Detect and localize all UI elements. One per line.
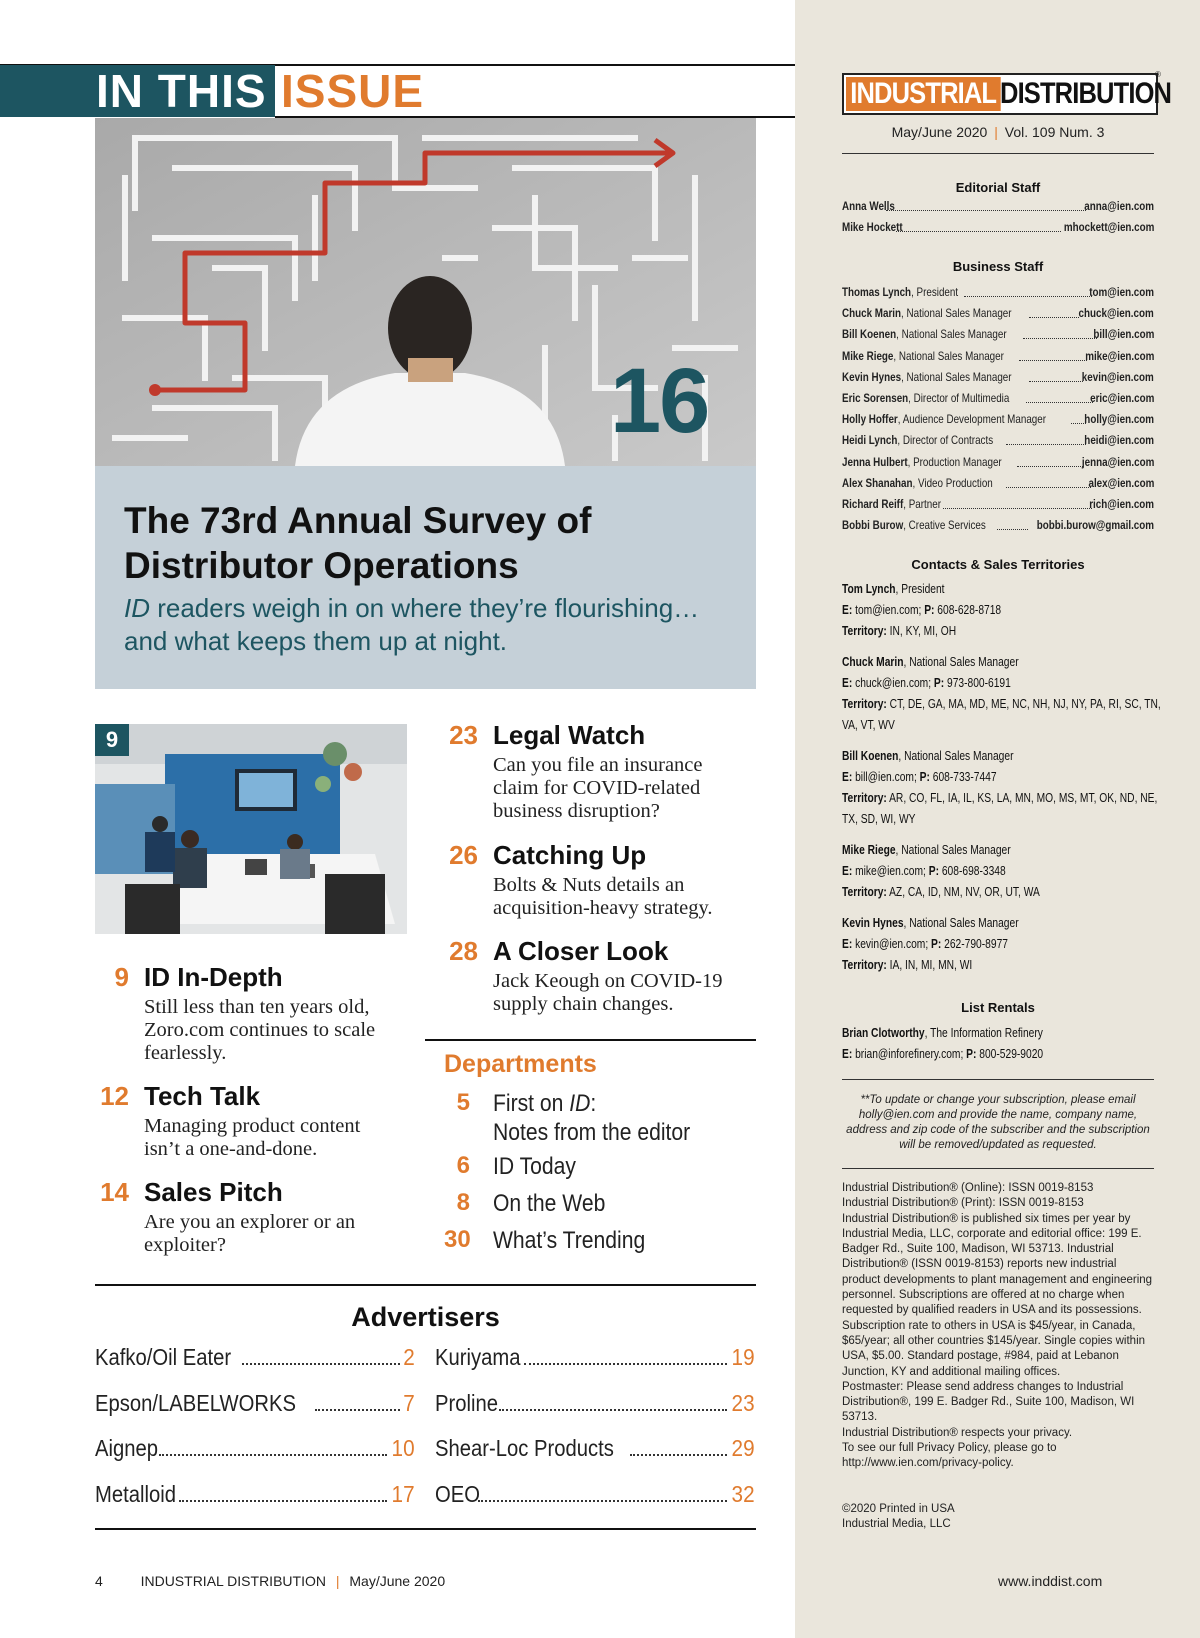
advertiser-page: 17 [391,1481,415,1507]
story-page-number: 14 [100,1177,129,1207]
staff-role: , Production Manager [907,454,1002,469]
contact-info-line: E: chuck@ien.com; P: 973-800-6191 [842,676,1011,690]
staff-email[interactable]: eric@ien.com [1089,391,1154,405]
contact-name-line [842,916,1098,931]
phone-label: P: [919,770,930,784]
contact-phone: 262-790-8977 [944,937,1008,951]
leader-dots [242,1363,401,1365]
footer-separator: | [335,1573,340,1589]
department-whats-trending[interactable] [444,1226,744,1256]
contact-name: Kevin Hynes [842,916,904,930]
advertiser-entry[interactable] [435,1387,755,1417]
leader-dots [1023,338,1097,339]
staff-role: , National Sales Manager [901,306,1012,321]
staff-role: , President [911,285,959,299]
logo-industrial: INDUSTRIAL [846,77,1000,111]
department-label: ID Today [493,1153,576,1180]
staff-row [842,476,1154,491]
story-title: Tech Talk [144,1081,261,1111]
contact-role: , National Sales Manager [903,655,1019,669]
contact-info-line: E: kevin@ien.com; P: 262-790-8977 [842,937,1008,951]
contact-territory-line-2: VA, VT, WV [842,718,895,732]
email-label: E: [842,937,853,951]
leader-dots [1019,360,1086,361]
contact-email[interactable]: tom@ien.com [855,603,919,617]
section-title-issue: ISSUE [281,65,425,117]
story-id-in-depth[interactable] [95,962,405,1062]
sidebar-rule [842,153,1154,154]
departments-title: Departments [444,1050,597,1078]
contact-role: , President [895,582,945,596]
page-footer [95,1573,445,1589]
contact-email[interactable]: bill@ien.com [855,770,914,784]
story-description: Managing product content isn’t a one-and-done. [144,1115,361,1160]
contact-email[interactable]: mike@ien.com [855,864,924,878]
issue-volume: Vol. 109 Num. 3 [1004,124,1105,140]
leader-dots [886,210,1085,211]
advertiser-page: 32 [731,1481,755,1507]
staff-row [842,433,1154,448]
staff-email[interactable]: tom@ien.com [1089,285,1154,299]
staff-name: Heidi Lynch [842,433,898,448]
staff-name: Alex Shanahan [842,475,913,490]
issue-info [842,124,1154,140]
story-title: A Closer Look [493,936,669,966]
contact-info-line: E: mike@ien.com; P: 608-698-3348 [842,864,1006,878]
sidebar-rule [842,1079,1154,1080]
advertiser-entry[interactable] [435,1341,755,1371]
department-id-today[interactable] [444,1152,744,1182]
office-photo-image [95,724,407,934]
story-description: Still less than ten years old, Zoro.com continues to scale fearlessly. [144,996,376,1064]
list-rentals-name: Brian Clotworthy [842,1026,925,1040]
advertiser-page: 23 [731,1390,755,1416]
staff-row [842,518,1154,533]
advertiser-entry[interactable] [435,1432,755,1462]
leader-dots [997,529,1028,530]
logo-distribution: DISTRIBUTION [999,77,1171,110]
legal-notice [842,1181,1154,1472]
phone-label: P: [933,676,945,690]
staff-name: Eric Sorensen [842,391,909,405]
story-description: Jack Keough on COVID-19 supply chain changes. [493,970,723,1015]
advertiser-page: 29 [731,1435,755,1461]
staff-email[interactable]: bill@ien.com [1092,327,1154,342]
department-page-number: 30 [444,1226,471,1253]
territory-label: Territory: [842,958,887,972]
staff-row [842,370,1154,385]
leader-dots [1017,466,1083,467]
contact-territory-line [842,885,1098,900]
territory-label: Territory: [842,791,887,805]
advertiser-name: Metalloid [95,1481,177,1507]
footer-publication: INDUSTRIAL DISTRIBUTION [140,1573,326,1589]
advertiser-name: Proline [435,1390,499,1416]
departments-rule [425,1039,756,1041]
cover-story-panel [95,466,756,689]
staff-email[interactable]: mhockett@ien.com [1063,220,1154,234]
contact-name: Tom Lynch [842,582,896,596]
contact-name-line [842,582,1098,597]
advertiser-name: Aignep [95,1435,159,1461]
story-description: Can you file an insurance claim for COVID-related business disruption? [493,754,703,822]
list-rentals-title: List Rentals [961,1000,1035,1015]
story-page-number: 28 [449,936,478,966]
magazine-logo [842,73,1171,115]
email-label: E: [842,1047,853,1061]
story-title: Legal Watch [493,720,646,750]
staff-role: , Video Production [912,475,993,490]
advertiser-entry[interactable] [95,1478,415,1508]
leader-dots [1029,381,1083,382]
contact-name-line [842,655,1098,670]
staff-row [842,391,1154,406]
email-label: E: [842,603,853,617]
staff-email[interactable]: bobbi.burow@gmail.com [1036,518,1154,533]
cover-story-subtitle [124,592,744,658]
contact-territory-line-2: TX, SD, WI, WY [842,812,916,826]
contact-name-line [842,843,1098,858]
advertiser-name: Kafko/Oil Eater [95,1344,232,1370]
staff-name: Chuck Marin [842,306,902,321]
department-label-colon: : [590,1090,597,1117]
contact-territory: IA, IN, MI, MN, WI [889,958,973,972]
leader-dots [630,1454,727,1456]
staff-name: Anna Wells [842,199,895,213]
staff-email[interactable]: jenna@ien.com [1081,454,1154,469]
advertiser-page: 2 [403,1344,415,1370]
staff-name: Richard Reiff [842,497,904,511]
list-rentals-role: , The Information Refinery [924,1026,1043,1040]
leader-dots [943,508,1092,509]
legal-privacy-link[interactable]: To see our full Privacy Policy, please go to http://www.ien.com/privacy-policy. [842,1442,1057,1470]
staff-row [842,455,1154,470]
contact-name-line [842,749,1098,764]
department-label: What’s Trending [493,1227,646,1254]
legal-line: Industrial Distribution® (Print): ISSN 0019-8153 [842,1197,1084,1210]
staff-name: Holly Hoffer [842,412,898,427]
list-rentals-contact-line: E: brian@inforefinery.com; P: 800-529-9020 [842,1047,1044,1061]
advertiser-name: OEO [435,1481,480,1507]
leader-dots [499,1409,728,1411]
contact-info-line: E: tom@ien.com; P: 608-628-8718 [842,603,1002,617]
department-label [493,1089,690,1147]
story-page-number: 26 [449,840,478,870]
department-label-italic: ID [569,1090,591,1117]
copyright-line: ©2020 Printed in USA [842,1503,955,1515]
department-page-number: 6 [456,1152,470,1179]
staff-email[interactable]: rich@ien.com [1089,497,1154,511]
leader-dots [524,1363,727,1365]
staff-name: Mike Hockett [842,220,903,234]
advertiser-entry[interactable] [435,1478,755,1508]
staff-email[interactable]: alex@ien.com [1088,475,1154,490]
staff-email[interactable]: chuck@ien.com [1078,306,1154,321]
advertiser-page: 7 [403,1390,415,1416]
leader-dots [159,1454,388,1456]
territory-label: Territory: [842,624,887,638]
contact-territory: AR, CO, FL, IA, IL, KS, LA, MN, MO, MS, MT, OK, ND, NE, [889,791,1158,805]
section-title-in-this: IN THIS [96,65,267,117]
cover-story-title: The 73rd Annual Survey of Distributor Operations [124,500,592,586]
editorial-staff-title: Editorial Staff [955,180,1041,195]
contacts-title: Contacts & Sales Territories [911,557,1085,572]
contact-role: , National Sales Manager [903,916,1019,930]
leader-dots [1006,487,1091,488]
advertiser-entry[interactable] [95,1341,415,1371]
advertiser-page: 10 [391,1435,415,1461]
contact-phone: 608-698-3348 [941,864,1006,878]
staff-row [842,349,1154,364]
staff-name: Bobbi Burow [842,518,904,533]
staff-name: Bill Koenen [842,327,897,342]
business-staff-title: Business Staff [952,259,1044,274]
leader-dots [964,296,1092,297]
department-on-the-web[interactable] [444,1189,744,1219]
leader-dots [1026,402,1093,403]
department-page-number: 8 [456,1189,470,1216]
issue-separator: | [994,124,998,140]
contact-territory-line [842,791,1158,806]
contact-phone: 973-800-6191 [946,676,1011,690]
email-label: E: [842,770,853,784]
staff-role: , Director of Contracts [897,433,994,448]
staff-name: Thomas Lynch [842,285,912,299]
advertiser-name: Shear-Loc Products [435,1435,614,1461]
story-legal-watch[interactable] [444,720,756,830]
department-label-line2: Notes from the editor [493,1119,691,1146]
story-page-number: 12 [100,1081,129,1111]
phone-label: P: [924,603,935,617]
email-label: E: [842,676,853,690]
contact-phone: 608-733-7447 [932,770,997,784]
staff-row [842,497,1154,512]
leader-dots [1029,317,1080,318]
staff-email[interactable]: holly@ien.com [1084,412,1154,427]
staff-role: , National Sales Manager [896,327,1007,342]
staff-role: , Audience Development Manager [897,412,1047,427]
story-a-closer-look[interactable] [444,936,756,1016]
staff-role: , Director of Multimedia [908,391,1010,405]
office-photo [95,724,407,934]
phone-label: P: [931,937,942,951]
logo-registered-mark: ® [1155,70,1161,79]
contact-territory-line [842,697,1161,712]
staff-email[interactable]: anna@ien.com [1084,199,1154,213]
staff-email[interactable]: heidi@ien.com [1084,433,1154,448]
leader-dots [315,1409,400,1411]
staff-role: , Partner [903,497,941,511]
story-tech-talk[interactable] [95,1081,405,1161]
staff-role: , National Sales Manager [901,369,1012,384]
leader-dots [1006,444,1086,445]
advertisers-rule-bottom [95,1528,756,1530]
list-rentals-name-line [842,1026,1098,1041]
territory-label: Territory: [842,697,887,711]
staff-row [842,412,1154,427]
contact-name: Chuck Marin [842,655,904,669]
staff-email[interactable]: mike@ien.com [1084,348,1154,363]
footer-page-number: 4 [95,1573,103,1589]
advertiser-entry[interactable] [95,1387,415,1417]
phone-label: P: [966,1047,977,1061]
email-label: E: [842,864,853,878]
leader-dots [896,231,1061,232]
story-title: Catching Up [493,840,647,870]
staff-email[interactable]: kevin@ien.com [1082,369,1154,384]
list-rentals-phone: 800-529-9020 [979,1047,1044,1061]
copyright [842,1502,1154,1533]
photo-page-badge: 9 [95,724,129,756]
territory-label: Territory: [842,885,887,899]
story-sales-pitch[interactable] [95,1177,405,1257]
story-page-number: 23 [449,720,478,750]
subtitle-text: readers weigh in on where they’re flourishing… and what keeps them up at night. [124,593,700,656]
contact-territory: IN, KY, MI, OH [889,624,957,638]
staff-name: Mike Riege [842,348,894,363]
staff-row [842,327,1154,342]
contact-territory-line [842,958,1098,973]
advertiser-page: 19 [731,1344,755,1370]
contact-role: , National Sales Manager [898,749,1014,763]
phone-label: P: [928,864,940,878]
contact-email[interactable]: chuck@ien.com [855,676,929,690]
contact-phone: 608-628-8718 [937,603,1002,617]
legal-postmaster: Postmaster: Please send address changes to Industrial Distribution®, 199 E. Badger Rd., Suite 100, Madison, WI 53713. [842,1380,1135,1424]
subtitle-italic: ID [124,593,150,623]
leader-dots [478,1500,727,1502]
contact-info-line: E: bill@ien.com; P: 608-733-7447 [842,770,997,784]
legal-line: Industrial Distribution® (Online): ISSN 0019-8153 [842,1182,1094,1194]
story-title: ID In-Depth [144,962,283,992]
story-description: Bolts & Nuts details an acquisition-heavy strategy. [493,874,713,919]
contact-name: Mike Riege [842,843,896,857]
cover-story-page-number: 16 [610,350,709,452]
advertiser-entry[interactable] [95,1432,415,1462]
contact-name: Bill Koenen [842,749,899,763]
contact-territory: AZ, CA, ID, NM, NV, OR, UT, WA [889,885,1040,899]
staff-row [842,285,1154,300]
contact-territory-line [842,624,1098,639]
staff-name: Kevin Hynes [842,369,902,384]
department-label: On the Web [493,1190,606,1217]
footer-url[interactable]: www.inddist.com [998,1573,1103,1589]
contact-email[interactable]: kevin@ien.com [855,937,926,951]
advertisers-title: Advertisers [351,1302,500,1332]
issue-date: May/June 2020 [891,124,988,140]
list-rentals-email[interactable]: brian@inforefinery.com [855,1047,961,1061]
story-catching-up[interactable] [444,840,756,920]
staff-row [842,199,1154,214]
contact-territory: CT, DE, GA, MA, MD, ME, NC, NH, NJ, NY, PA, RI, SC, TN, [889,697,1161,711]
sidebar-rule [842,1168,1154,1169]
staff-row [842,306,1154,321]
footer-issue: May/June 2020 [349,1573,446,1589]
copyright-company: Industrial Media, LLC [842,1518,951,1531]
staff-role: , Creative Services [903,518,986,533]
advertiser-name: Epson/LABELWORKS [95,1390,296,1416]
staff-role: , National Sales Manager [893,348,1004,363]
story-page-number: 9 [114,962,129,992]
advertisers-rule-top [95,1284,756,1286]
staff-name: Jenna Hulbert [842,454,908,469]
story-description: Are you an explorer or an exploiter? [144,1211,356,1256]
legal-paragraph: Industrial Distribution® is published six times per year by Industrial Media, LLC, corporate and editorial office: 199 E. Badger Rd., Suite 100, Madison, WI 53713. Industrial Distribution® (ISSN 0019-8153) reports new industrial product developments to plant management and engineering personnel. Subscriptions are offered at no charge when requested by qualified readers in USA and its possessions. Subscription rate to others in USA is $45/year, in Canada, $65/year; all other countries $145/year. Single copies within USA, $5.00. Standard postage, #984, paid at Lebanon Junction, KY and additional mailing offices. [842,1212,1153,1378]
department-label-text: First on [493,1090,570,1117]
department-first-on-id[interactable] [444,1089,744,1149]
staff-row [842,220,1154,235]
legal-privacy: Industrial Distribution® respects your privacy. [842,1426,1073,1439]
advertiser-name: Kuriyama [435,1344,521,1370]
story-title: Sales Pitch [144,1177,283,1207]
subscription-note: **To update or change your subscription, please email holly@ien.com and provide the name, company name, address and zip code of the subscriber and the subscription will be removed/updated as requested. [846,1094,1150,1151]
department-page-number: 5 [456,1089,470,1116]
leader-dots [179,1500,387,1502]
contact-role: , National Sales Manager [895,843,1011,857]
